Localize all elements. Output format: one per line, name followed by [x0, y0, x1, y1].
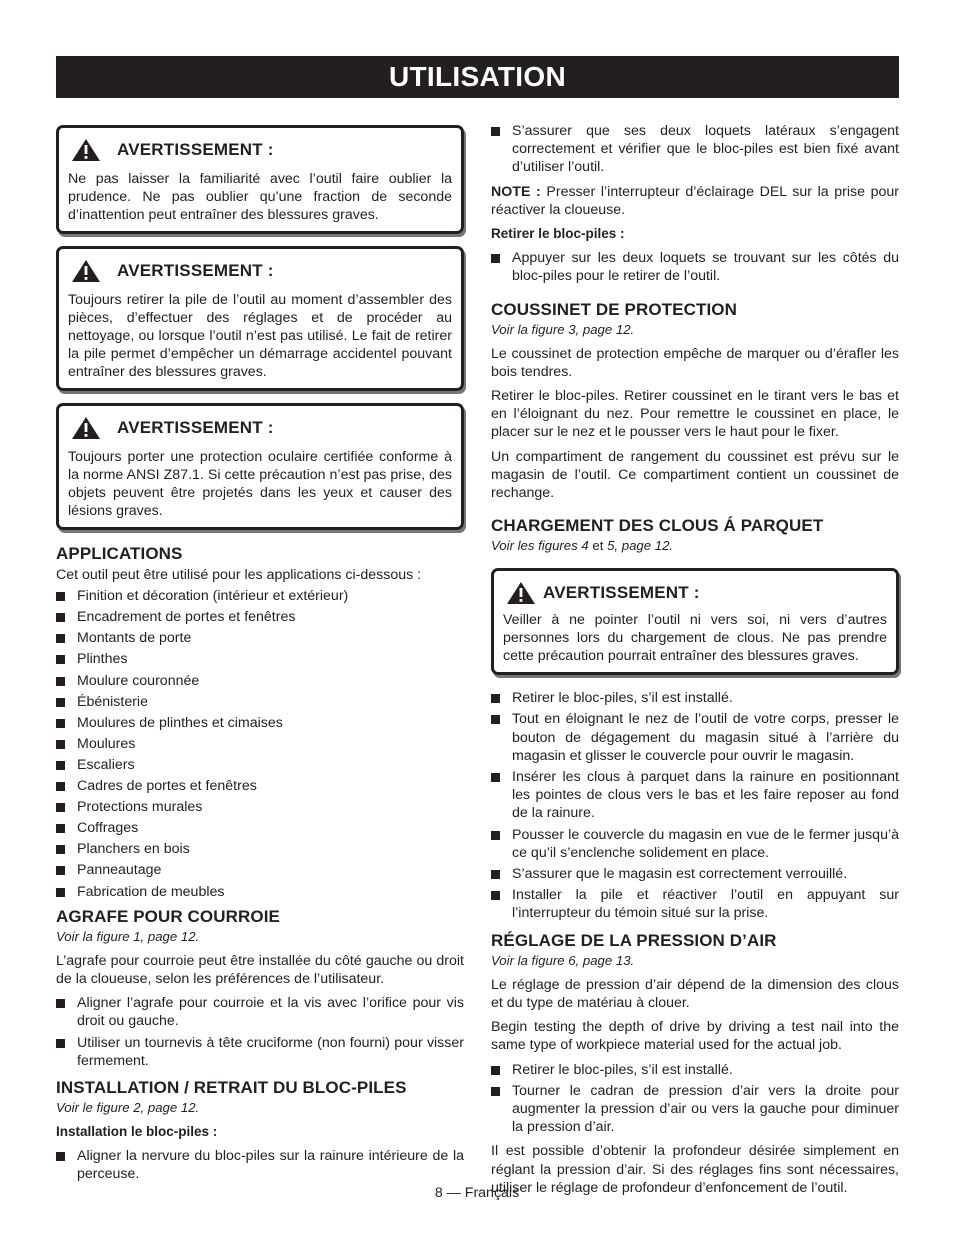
warning-box	[56, 246, 464, 391]
install-list-continued	[491, 122, 899, 177]
list-item: Finition et décoration (intérieur et extérieur)	[56, 587, 464, 605]
list-item: S’assurer que le magasin est correctement verrouillé.	[491, 865, 899, 883]
warning-title: AVERTISSEMENT :	[117, 139, 274, 159]
note-label: NOTE :	[491, 183, 541, 200]
list-item: Encadrement de portes et fenêtres	[56, 608, 464, 626]
warning-box	[491, 568, 899, 675]
warning-title: AVERTISSEMENT :	[543, 583, 700, 603]
warning-text: Ne pas laisser la familiarité avec l’outil faire oublier la prudence. Ne pas oublier qu’une fraction de seconde d’inattention peut entraîner des blessures graves.	[68, 171, 452, 223]
section-heading-pad: COUSSINET DE PROTECTION	[491, 299, 737, 319]
install-label: Installation le bloc-piles :	[56, 1123, 218, 1139]
list-item: Tout en éloignant le nez de l’outil de votre corps, presser le bouton de dégagement du magasin situé à l’arrière du magasin et glisser le couvercle pour ouvrir le magasin.	[491, 710, 899, 765]
section-heading-air-pressure: RÉGLAGE DE LA PRESSION D’AIR	[491, 930, 777, 950]
list-item: Planchers en bois	[56, 840, 464, 858]
list-item: Retirer le bloc-piles, s’il est installé.	[491, 1061, 899, 1079]
warning-triangle-icon	[506, 581, 536, 605]
warning-box	[56, 125, 464, 234]
right-column	[491, 122, 899, 1203]
warning-title: AVERTISSEMENT :	[117, 260, 274, 280]
list-item: Appuyer sur les deux loquets se trouvant sur les côtés du bloc-piles pour le retirer de l’outil.	[491, 249, 899, 285]
page-title: UTILISATION	[56, 56, 899, 98]
list-item: Pousser le couvercle du magasin en vue de le fermer jusqu’à ce qu’il s’enclenche solidement en place.	[491, 826, 899, 862]
warning-text: Toujours retirer la pile de l’outil au moment d’assembler des pièces, d’effectuer des réglages et de procéder au nettoyage, ou lorsque l’outil n’est pas utilisé. Le fait de retirer la pile permet d’empêcher un démarrage accidentel pouvant entraîner des blessures graves.	[68, 292, 452, 380]
list-item: S’assurer que ses deux loquets latéraux s’engagent correctement et vérifier que le bloc-piles est bien fixé avant d’utiliser l’outil.	[491, 122, 899, 177]
list-item: Ébénisterie	[56, 693, 464, 711]
warning-triangle-icon	[71, 138, 101, 162]
applications-intro: Cet outil peut être utilisé pour les applications ci-dessous :	[56, 567, 422, 583]
list-item: Cadres de portes et fenêtres	[56, 777, 464, 795]
belt-clip-text: L’agrafe pour courroie peut être installée du côté gauche ou droit de la cloueuse, selon les préférences de l’utilisateur.	[56, 952, 464, 987]
list-item: Moulure couronnée	[56, 672, 464, 690]
figure-reference: Voir la figure 3, page 12.	[491, 321, 635, 337]
paragraph: Retirer le bloc-piles. Retirer coussinet en le tirant vers le bas et en l’éloignant du nez. Pour remettre le coussinet en place, le placer sur le nez et le pousser vers le haut pour le fixer.	[491, 388, 899, 441]
applications-list	[56, 587, 464, 901]
list-item: Escaliers	[56, 756, 464, 774]
warning-text: Toujours porter une protection oculaire certifiée conforme à la norme ANSI Z87.1. Si cette précaution n’est pas prise, des objets peuvent être projetés dans les yeux et causer des lésions graves.	[68, 449, 452, 519]
section-heading-applications: APPLICATIONS	[56, 544, 183, 563]
note-text: Presser l’interrupteur d’éclairage DEL sur la prise pour réactiver la cloueuse.	[491, 183, 899, 218]
warning-box	[56, 403, 464, 530]
paragraph: Un compartiment de rangement du coussinet est prévu sur le magasin de l’outil. Ce compartiment contient un coussinet de rechange.	[491, 448, 899, 502]
list-item: Moulures	[56, 735, 464, 753]
paragraph: Begin testing the depth of drive by driving a test nail into the same type of workpiece material used for the actual job.	[491, 1019, 899, 1054]
section-heading-belt-clip: AGRAFE POUR COURROIE	[56, 906, 280, 926]
page-footer: 8 — Français	[434, 1185, 520, 1201]
figure-reference: Voir la figure 1, page 12.	[56, 928, 200, 944]
paragraph: Le réglage de pression d’air dépend de la dimension des clous et du type de matériau à clouer.	[491, 976, 899, 1011]
figure-reference: Voir les figures 4 et 5, page 12.	[491, 538, 674, 554]
section-heading-battery: INSTALLATION / RETRAIT DU BLOC-PILES	[56, 1077, 407, 1097]
list-item: Montants de porte	[56, 629, 464, 647]
figure-reference: Voir la figure 6, page 13.	[491, 952, 635, 968]
air-pressure-list	[491, 1061, 899, 1137]
remove-label: Retirer le bloc-piles :	[491, 226, 625, 242]
paragraph: Il est possible d’obtenir la profondeur désirée simplement en réglant la pression d’air. Si des réglages fins sont nécessaires, utiliser le réglage de profondeur d’enfoncement de l’outil.	[491, 1143, 899, 1196]
warning-triangle-icon	[71, 416, 101, 440]
list-item: Panneautage	[56, 861, 464, 879]
figure-reference: Voir le figure 2, page 12.	[56, 1099, 200, 1115]
list-item: Moulures de plinthes et cimaises	[56, 714, 464, 732]
list-item: Coffrages	[56, 819, 464, 837]
list-item: Protections murales	[56, 798, 464, 816]
list-item: Insérer les clous à parquet dans la rainure en positionnant les pointes de clous vers le bas et les faire reposer au fond de la rainure.	[491, 768, 899, 823]
list-item: Aligner l’agrafe pour courroie et la vis avec l’orifice pour vis droit ou gauche.	[56, 994, 464, 1030]
section-heading-loading: CHARGEMENT DES CLOUS Á PARQUET	[491, 516, 824, 536]
note	[491, 183, 899, 219]
loading-list	[491, 689, 899, 922]
remove-list	[491, 249, 899, 285]
warning-title: AVERTISSEMENT :	[117, 417, 274, 437]
list-item: Retirer le bloc-piles, s’il est installé.	[491, 689, 899, 707]
warning-text: Veiller à ne pointer l’outil ni vers soi, ni vers d’autres personnes lors du chargement de clous. Ne pas prendre cette précaution pourrait entraîner des blessures graves.	[503, 612, 887, 665]
paragraph: Le coussinet de protection empêche de marquer ou d’érafler les bois tendres.	[491, 345, 899, 380]
list-item: Utiliser un tournevis à tête cruciforme (non fourni) pour visser fermement.	[56, 1034, 464, 1070]
belt-clip-list	[56, 994, 464, 1070]
left-column	[56, 125, 464, 1190]
list-item: Installer la pile et réactiver l’outil en appuyant sur l’interrupteur du témoin situé sur la prise.	[491, 886, 899, 922]
warning-triangle-icon	[71, 259, 101, 283]
install-list	[56, 1147, 464, 1183]
list-item: Plinthes	[56, 650, 464, 668]
list-item: Tourner le cadran de pression d’air vers la droite pour augmenter la pression d’air ou vers la gauche pour diminuer la pression d’air.	[491, 1082, 899, 1137]
list-item: Fabrication de meubles	[56, 883, 464, 901]
list-item: Aligner la nervure du bloc-piles sur la rainure intérieure de la perceuse.	[56, 1147, 464, 1183]
